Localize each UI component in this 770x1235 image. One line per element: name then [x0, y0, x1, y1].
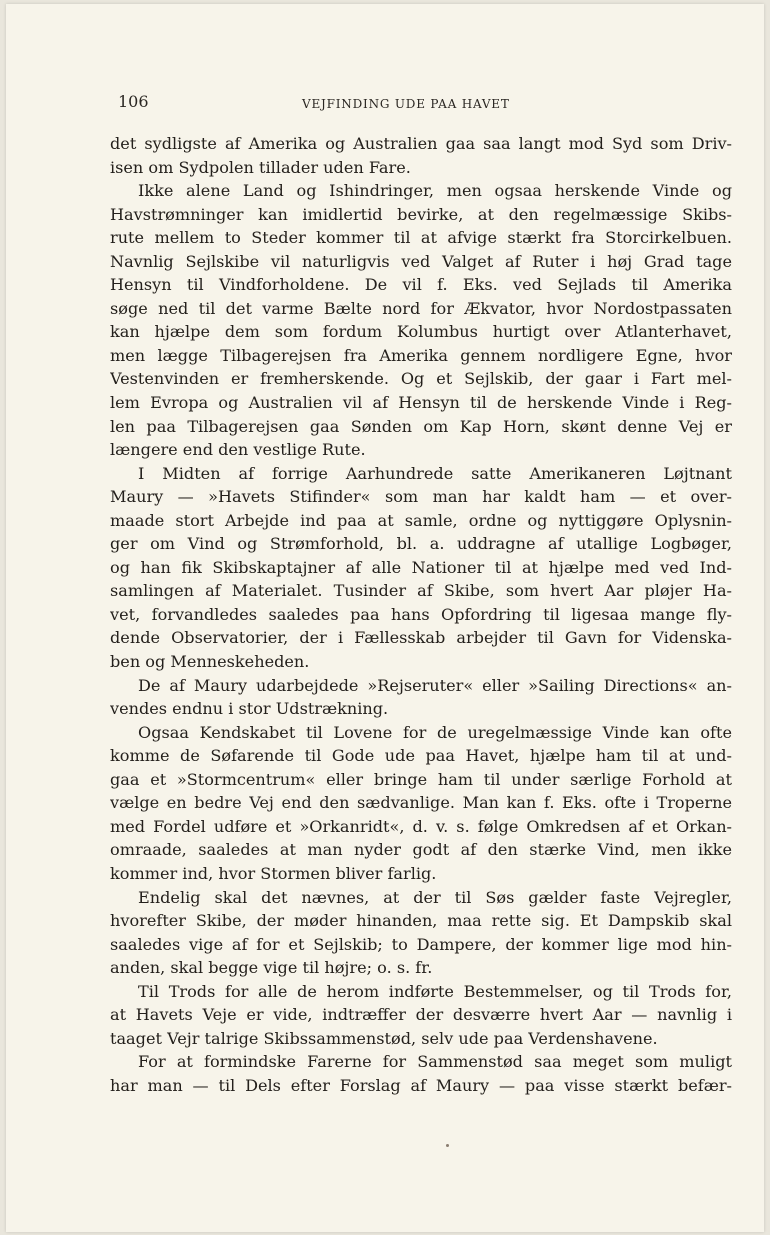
- book-page: [6, 4, 764, 1232]
- paragraph: [110, 132, 732, 179]
- text-line: rute mellem to Steder kommer til at afvige stærkt fra Storcirkelbuen.: [110, 228, 732, 248]
- text-line: ger om Vind og Strømforhold, bl. a. uddragne af utallige Logbøger,: [110, 534, 732, 554]
- text-line: kan hjælpe dem som fordum Kolumbus hurtigt over Atlanterhavet,: [110, 322, 732, 342]
- text-line: søge ned til det varme Bælte nord for Ækvator, hvor Nordostpassaten: [110, 298, 732, 318]
- text-line: Maury — »Havets Stifinder« som man har kaldt ham — et over-: [110, 487, 732, 507]
- text-line: Endelig skal det nævnes, at der til Søs gælder faste Vejregler,: [138, 887, 732, 907]
- paragraph: [110, 980, 732, 1051]
- paragraph: [110, 462, 732, 674]
- text-line: For at formindske Farerne for Sammenstød saa meget som muligt: [138, 1052, 732, 1072]
- text-line: Ogsaa Kendskabet til Lovene for de uregelmæssige Vinde kan ofte: [138, 722, 732, 742]
- text-line: og han fik Skibskaptajner af alle Nationer til at hjælpe med ved Ind-: [110, 557, 732, 577]
- text-line: isen om Sydpolen tillader uden Fare.: [110, 157, 411, 177]
- text-line: hvorefter Skibe, der møder hinanden, maa rette sig. Et Dampskib skal: [110, 911, 732, 931]
- text-line: men lægge Tilbagerejsen fra Amerika gennem nordligere Egne, hvor: [110, 345, 732, 365]
- text-line: det sydligste af Amerika og Australien gaa saa langt mod Syd som Driv-: [110, 134, 732, 153]
- text-line: omraade, saaledes at man nyder godt af den stærke Vind, men ikke: [110, 840, 732, 860]
- text-line: ben og Menneskeheden.: [110, 652, 310, 672]
- text-line: saaledes vige af for et Sejlskib; to Dampere, der kommer lige mod hin-: [110, 934, 732, 954]
- text-line: Hensyn til Vindforholdene. De vil f. Eks. ved Sejlads til Amerika: [110, 275, 732, 295]
- paragraph: [110, 674, 732, 721]
- text-line: dende Observatorier, der i Fællesskab arbejder til Gavn for Videnska-: [110, 628, 732, 648]
- text-line: vet, forvandledes saaledes paa hans Opfordring til ligesaa mange fly-: [110, 604, 732, 624]
- text-line: længere end den vestlige Rute.: [110, 440, 366, 460]
- paragraph: [110, 179, 732, 462]
- text-line: anden, skal begge vige til højre; o. s. fr.: [110, 958, 433, 978]
- paragraph: [110, 721, 732, 886]
- text-line: kommer ind, hvor Stormen bliver farlig.: [110, 863, 437, 883]
- text-line: gaa et »Stormcentrum« eller bringe ham til under særlige Forhold at: [110, 769, 732, 789]
- text-line: taaget Vejr talrige Skibssammenstød, selv ude paa Verdenshavene.: [110, 1028, 658, 1048]
- text-line: at Havets Veje er vide, indtræffer der desværre hvert Aar — navnlig i: [110, 1005, 732, 1025]
- text-line: vendes endnu i stor Udstrækning.: [110, 699, 389, 719]
- paragraph: [110, 886, 732, 980]
- text-line: har man — til Dels efter Forslag af Maury — paa visse stærkt befær-: [110, 1075, 732, 1095]
- text-line: Vestenvinden er fremherskende. Og et Sejlskib, der gaar i Fart mel-: [110, 369, 732, 389]
- text-line: Til Trods for alle de herom indførte Bestemmelser, og til Trods for,: [138, 981, 732, 1001]
- paragraph: [110, 1050, 732, 1097]
- body-text: [110, 132, 732, 1097]
- text-line: Ikke alene Land og Ishindringer, men ogsaa herskende Vinde og: [138, 181, 732, 201]
- text-line: Havstrømninger kan imidlertid bevirke, at den regelmæssige Skibs-: [110, 204, 732, 224]
- text-line: komme de Søfarende til Gode ude paa Havet, hjælpe ham til at und-: [110, 746, 732, 766]
- paper-speck: [446, 1144, 449, 1147]
- text-line: maade stort Arbejde ind paa at samle, ordne og nyttiggøre Oplysnin-: [110, 510, 732, 530]
- running-head: VEJFINDING UDE PAA HAVET: [302, 97, 510, 111]
- text-line: med Fordel udføre et »Orkanridt«, d. v. s. følge Omkredsen af et Orkan-: [110, 816, 732, 836]
- text-line: I Midten af forrige Aarhundrede satte Amerikaneren Løjtnant: [138, 463, 732, 483]
- page-header: [112, 88, 732, 112]
- text-line: lem Evropa og Australien vil af Hensyn til de herskende Vinde i Reg-: [110, 393, 732, 413]
- text-line: len paa Tilbagerejsen gaa Sønden om Kap Horn, skønt denne Vej er: [110, 416, 732, 436]
- text-line: De af Maury udarbejdede »Rejseruter« eller »Sailing Directions« an-: [138, 675, 732, 695]
- page-number: 106: [118, 92, 149, 111]
- text-line: vælge en bedre Vej end den sædvanlige. Man kan f. Eks. ofte i Troperne: [110, 793, 732, 813]
- text-line: Navnlig Sejlskibe vil naturligvis ved Valget af Ruter i høj Grad tage: [110, 251, 732, 271]
- text-line: samlingen af Materialet. Tusinder af Skibe, som hvert Aar pløjer Ha-: [110, 581, 732, 601]
